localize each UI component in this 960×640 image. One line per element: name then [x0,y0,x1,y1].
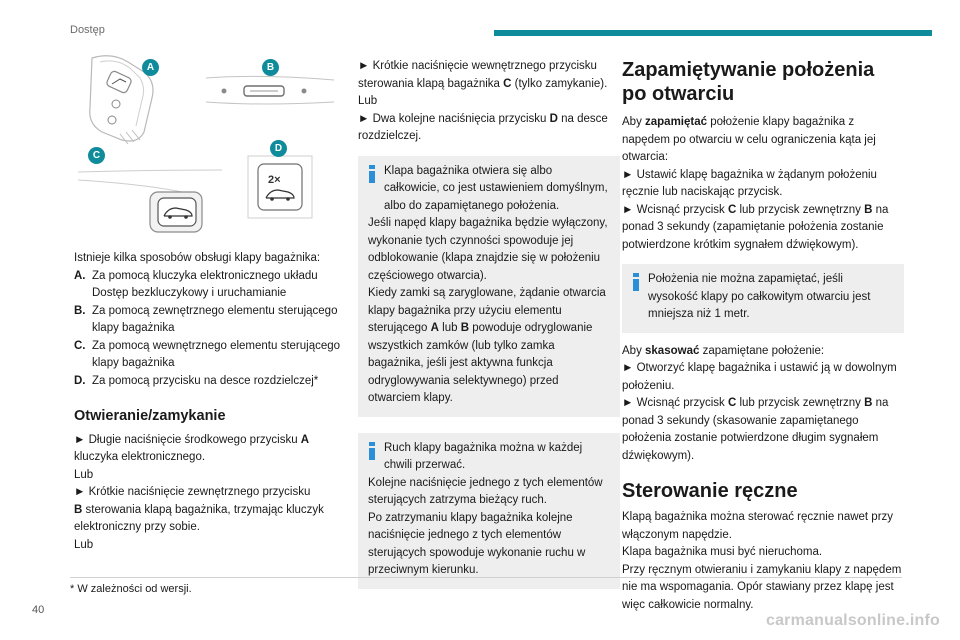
column-1 [74,250,346,554]
paragraph: Klapą bagażnika można sterować ręcznie nawet przy włączonym napędzie. [622,511,894,541]
watermark: carmanualsonline.info [765,612,940,629]
list-item: A. Za pomocą kluczyka elektronicznego układu Dostęp bezkluczykowy i uruchamianie [74,269,318,299]
paragraph: ► Krótkie naciśnięcie zewnętrznego przycisku B sterowania klapą bagażnika, trzymając kluczyk elektroniczny przy sobie. [74,486,324,533]
paragraph: ► Wcisnąć przycisk C lub przycisk zewnętrzny B na ponad 3 sekundy (zapamiętanie położenia zostanie potwierdzone krótkim sygnałem dźwiękowym). [622,203,889,251]
paragraph: Aby zapamiętać położenie klapy bagażnika z napędem po otwarciu w celu ograniczenia kąta jej otwarcia: [622,116,876,163]
paragraph: Przy ręcznym otwieraniu i zamykaniu klapy z napędem nie ma wspomagania. Opór stawiany przez klapę jest więc całkowicie normalny. [622,563,902,611]
paragraph: ► Wcisnąć przycisk C lub przycisk zewnętrzny B na ponad 3 sekundy (skasowanie zapamiętanego położenia zostanie potwierdzone długim sygnałem dźwiękowym). [622,397,889,462]
tailgate-controls-illustration [72,52,344,242]
list-item: D. Za pomocą przycisku na desce rozdzielczej* [74,374,319,387]
intro-text: Istnieje kilka sposobów obsługi klapy bagażnika: [74,252,321,264]
page-number: 40 [32,604,45,616]
list-item: C. Za pomocą wewnętrznego elementu sterującego klapy bagażnika [74,339,341,369]
interior-tailgate-drawing [78,170,222,232]
info-note: Położenia nie można zapamiętać, jeśli wysokość klapy po całkowitym otwarciu jest mniejsza niż 1 metr. [622,264,904,333]
paragraph: ► Otworzyć klapę bagażnika i ustawić ją w dowolnym położeniu. [622,362,897,392]
paragraph: ► Dwa kolejne naciśnięcia przycisku D na desce rozdzielczej. [358,112,608,142]
paragraph: Aby skasować zapamiętane położenie: [622,344,825,357]
info-icon [632,273,640,291]
info-icon [368,442,376,460]
info-note: Ruch klapy bagażnika można w każdej chwili przerwać. Kolejne naciśnięcie jednego z tych elementów sterujących zatrzyma bieżący ruch. Po zatrzymaniu klapy bagażnika kolejne naciśnięcie jednego z tych elementów sterujących spowoduje wykonanie ruchu w przeciwnym kierunku. [358,433,620,589]
exterior-handle-drawing [206,76,334,104]
section-title: Dostęp [70,24,105,36]
badge-a: A [142,59,159,76]
footnote: * W zależności od wersji. [70,583,192,595]
paragraph: ► Długie naciśnięcie środkowego przycisku A kluczyka elektronicznego. [74,433,310,463]
info-note: Klapa bagażnika otwiera się albo całkowicie, co jest ustawieniem domyślnym, albo do zapamiętanego położenia. Jeśli napęd klapy bagażnika będzie wyłączony, wykonanie tych czynności spowoduje jej odblokowanie (klapa znajdzie się w położeniu częściowego otwarcia). Kiedy zamki są zaryglowane, żądanie otwarcia klapy bagażnika przy użyciu elementu sterującego A lub B powoduje odryglowanie wszystkich zamków (lub tylko zamka bagażnika, jeśli jest aktywna funkcja odryglowywania selektywnego) przed otwarciem klapy. [358,156,620,417]
paragraph: ► Krótkie naciśnięcie wewnętrznego przycisku sterowania klapą bagażnika C (tylko zamykanie). [358,60,608,90]
info-icon [368,165,376,183]
column-2 [358,58,620,589]
d-button-label: 2× [268,174,281,186]
header-accent-bar [494,30,932,36]
badge-c: C [88,147,105,164]
paragraph: Klapa bagażnika musi być nieruchoma. [622,546,823,558]
badge-d: D [270,140,287,157]
column-3 [622,58,904,614]
badge-b: B [262,59,279,76]
heading-open-close: Otwieranie/zamykanie [74,408,226,424]
illustration-panel [72,52,344,242]
paragraph-or: Lub [74,468,94,481]
dashboard-button-drawing [248,156,312,218]
footnote-divider [70,577,902,578]
heading-manual-control: Sterowanie ręczne [622,480,798,502]
list-item: B. Za pomocą zewnętrznego elementu sterującego klapy bagażnika [74,304,338,334]
heading-memorise: Zapamiętywanie położenia po otwarciu [622,59,875,105]
paragraph-or: Lub [358,95,378,107]
paragraph: ► Ustawić klapę bagażnika w żądanym położeniu ręcznie lub naciskając przycisk. [622,168,877,198]
paragraph-or: Lub [74,538,94,551]
